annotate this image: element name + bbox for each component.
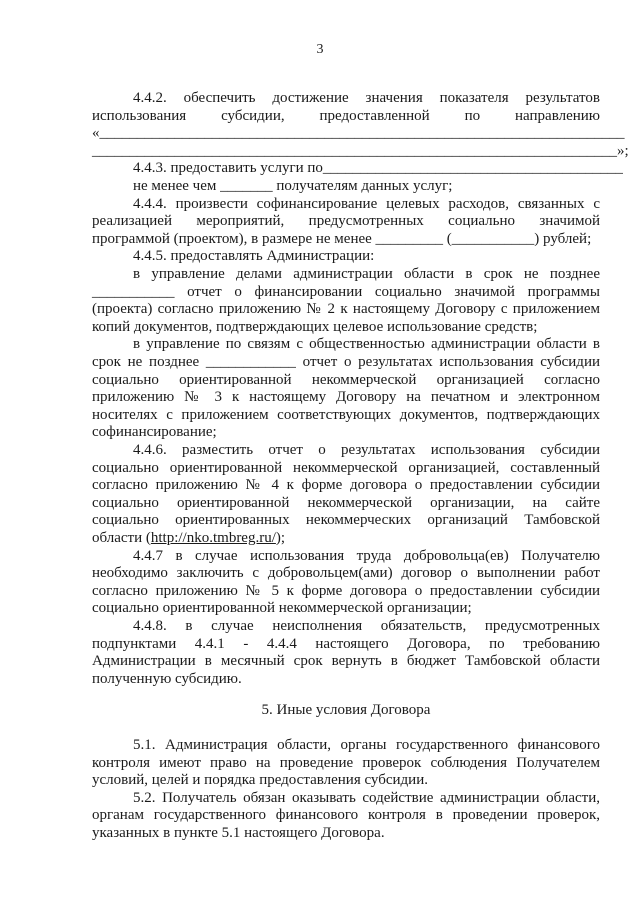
text-line: социально ориентированных некоммерческих организаций Тамбовской <box>92 512 600 529</box>
section-title: 5. Иные условия Договора <box>261 702 431 718</box>
text-line: (проекта) согласно приложению № 2 к настоящему Договору с приложением <box>92 301 600 318</box>
text-line: полученную субсидию. <box>92 670 242 687</box>
text-line: необходимо заключить с добровольцем(ами) договор о выполнении работ <box>92 565 600 582</box>
text-line: 4.4.4. произвести софинансирование целевых расходов, связанных с <box>133 195 600 212</box>
text-line: ___________ отчет о финансировании социально значимой программы <box>92 283 600 300</box>
text-line: реализацией мероприятий, предусмотренных социально значимой <box>92 213 600 230</box>
text-line: 4.4.3. предоставить услуги по________________________________________ <box>133 160 623 177</box>
text-line: в управление делами администрации области в срок не позднее <box>133 266 600 282</box>
text-line: 4.4.5. предоставлять Администрации: <box>133 248 375 265</box>
nko-site-link[interactable]: http://nko.tmbreg.ru/ <box>150 530 276 546</box>
text-line: 5.2. Получатель обязан оказывать содействие администрации области, <box>133 789 600 806</box>
text-line: срок не позднее ____________ отчет о результатах использования субсидии <box>92 354 600 370</box>
text-line: в управление по связям с общественностью администрации области в <box>133 336 600 353</box>
text-line: 4.4.6. разместить отчет о результатах использования субсидии <box>133 442 600 458</box>
text-line: копий документов, подтверждающих целевое использование средств; <box>92 318 538 335</box>
text-line: приложению № 3 к настоящему Договору на печатном и электронном <box>92 389 600 406</box>
text-line: 4.4.7 в случае использования труда добровольца(ев) Получателю <box>133 547 600 564</box>
text-line: использования субсидии, предоставленной по направлению <box>92 107 600 124</box>
text-line: 4.4.8. в случае неисполнения обязательств, предусмотренных <box>133 618 600 634</box>
text-line: согласно приложению № 4 к форме договора о предоставлении субсидии <box>92 477 600 494</box>
text-line: органам государственного финансового контроля в проведении проверок, <box>92 807 600 824</box>
text-line: 5.1. Администрация области, органы государственного финансового <box>133 737 600 753</box>
text-line: условий, целей и порядка предоставления субсидии. <box>92 772 428 789</box>
text-line: программой (проектом), в размере не менее _________ (___________) рублей; <box>92 230 592 247</box>
text-line: Администрации в месячный срок вернуть в бюджет Тамбовской области <box>92 653 600 670</box>
text-line: социально ориентированной некоммерческой организацией, составленный <box>92 459 600 476</box>
text-line: согласно приложению № 5 к форме договора о предоставлении субсидии <box>92 582 600 599</box>
text-line: указанных в пункте 5.1 настоящего Договора. <box>92 825 385 841</box>
text-line: не менее чем _______ получателям данных услуг; <box>133 178 453 194</box>
text-line: подпунктами 4.4.1 - 4.4.4 настоящего Договора, по требованию <box>92 635 600 652</box>
text-line: софинансирование; <box>92 424 217 441</box>
text-line: «______________________________________________________________________ <box>92 125 625 142</box>
text-line: ______________________________________________________________________»; <box>92 142 629 159</box>
text-line: социально ориентированной некоммерческой организации, на сайте <box>92 494 600 511</box>
text-line: области (http://nko.tmbreg.ru/); <box>92 530 286 546</box>
text-line: носителях с приложением соответствующих документов, подтверждающих <box>92 406 600 423</box>
page-number: 3 <box>316 42 324 57</box>
text-line: социально ориентированной некоммерческой организацией согласно <box>92 371 600 388</box>
text-line: социально ориентированной некоммерческой организации; <box>92 600 472 617</box>
text-line: 4.4.2. обеспечить достижение значения показателя результатов <box>133 90 600 106</box>
text-line: контроля имеют право на проведение проверок соблюдения Получателем <box>92 754 600 771</box>
